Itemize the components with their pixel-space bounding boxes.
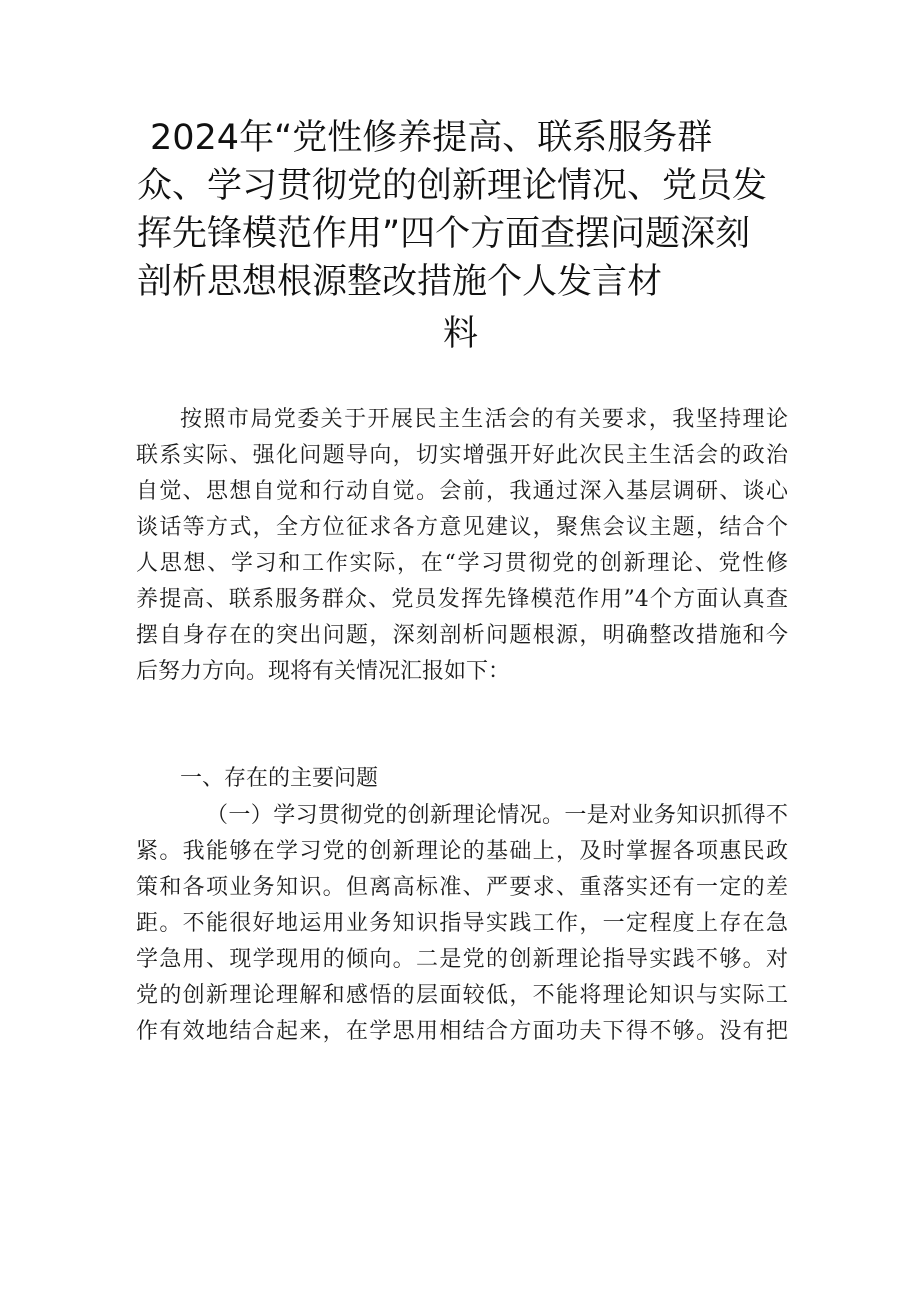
title-line-4: 剖析思想根源整改措施个人发言材 [137,262,663,302]
subsection-line-4: 距。不能很好地运用业务知识指导实践工作，一定程度上存在急 [136,911,788,936]
subsection-line-3: 策和各项业务知识。但离高标准、严要求、重落实还有一定的差 [136,875,788,900]
subsection-line-6: 党的创新理论理解和感悟的层面较低，不能将理论知识与实际工 [136,983,788,1008]
intro-line-1: 按照市局党委关于开展民主生活会的有关要求，我坚持理论 [180,407,788,432]
title-line-3: 挥先锋模范作用”四个方面查摆问题深刻 [137,214,751,254]
intro-line-6: 养提高、联系服务群众、党员发挥先锋模范作用”4个方面认真查 [136,587,788,612]
intro-line-7: 摆自身存在的突出问题，深刻剖析问题根源，明确整改措施和今 [136,623,788,648]
intro-line-2: 联系实际、强化问题导向，切实增强开好此次民主生活会的政治 [136,443,788,468]
intro-line-3: 自觉、思想自觉和行动自觉。会前，我通过深入基层调研、谈心 [136,479,788,504]
subsection-line-1: （一）学习贯彻党的创新理论情况。一是对业务知识抓得不 [206,803,788,828]
section-heading: 一、存在的主要问题 [180,766,379,791]
subsection-line-7: 作有效地结合起来，在学思用相结合方面功夫下得不够。没有把 [136,1019,788,1044]
subsection-line-5: 学急用、现学现用的倾向。二是党的创新理论指导实践不够。对 [136,947,788,972]
subsection-line-2: 紧。我能够在学习党的创新理论的基础上，及时掌握各项惠民政 [136,839,788,864]
intro-line-5: 人思想、学习和工作实际，在“学习贯彻党的创新理论、党性修 [136,551,788,576]
title-line-2: 众、学习贯彻党的创新理论情况、党员发 [137,166,768,206]
intro-line-8: 后努力方向。现将有关情况汇报如下： [136,659,511,684]
title-line-5: 料 [443,314,479,354]
intro-line-4: 谈话等方式，全方位征求各方意见建议，聚焦会议主题，结合个 [136,515,788,540]
title-line-1: 2024年“党性修养提高、联系服务群 [150,118,713,158]
